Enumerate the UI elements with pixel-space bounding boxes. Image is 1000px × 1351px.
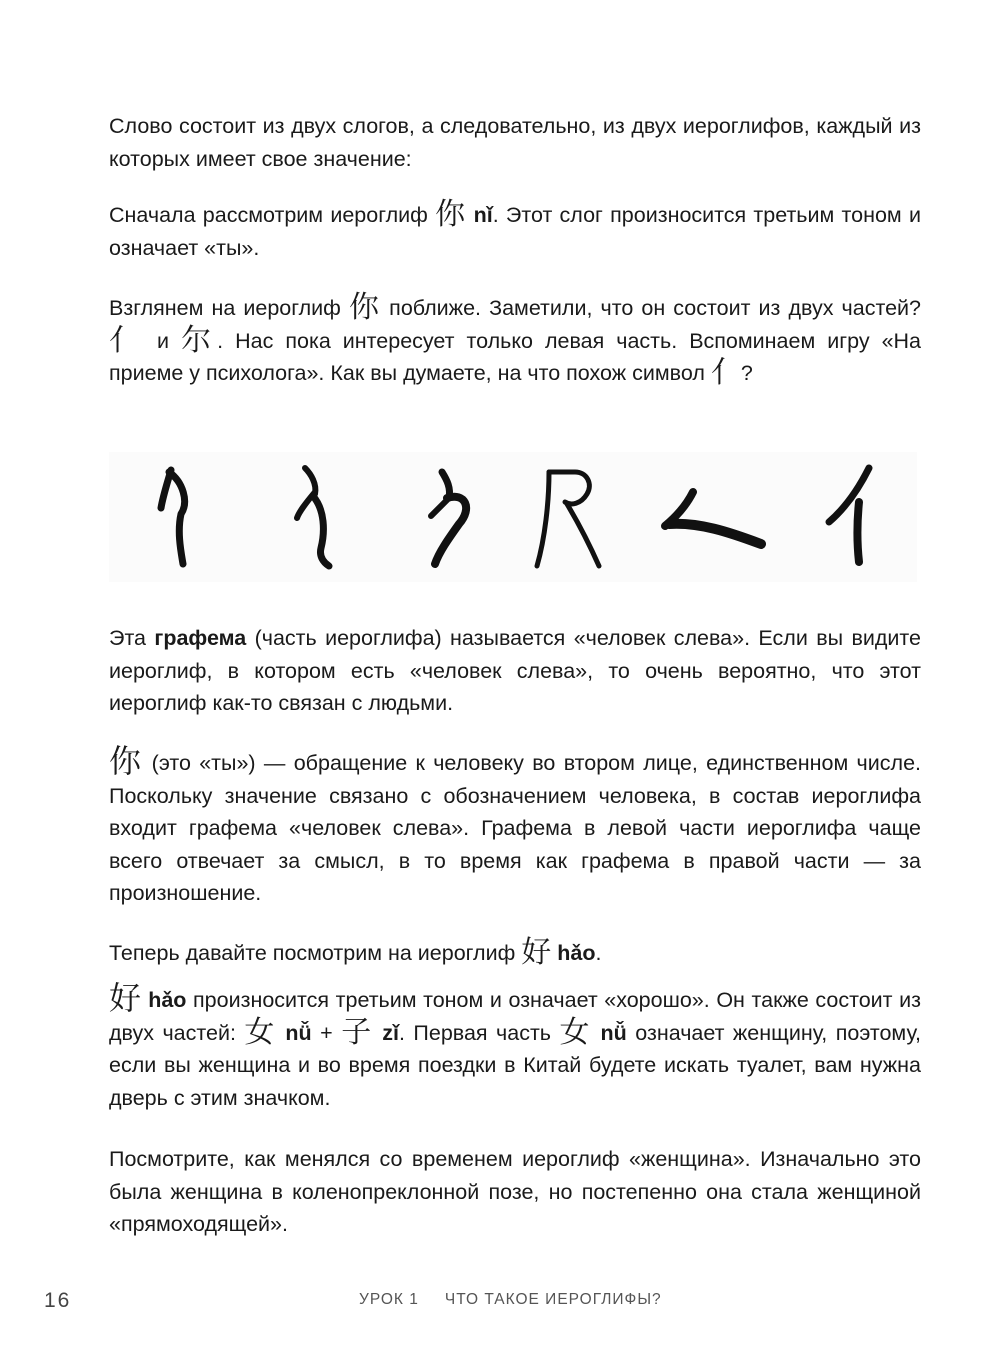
hao-text-3: означает женщину, поэтому, если вы женщина и во время поездки в Китай будете искать туалет, вам нужна дверь с этим значком. xyxy=(109,1020,922,1110)
grapheme-term: графема xyxy=(154,626,247,650)
grapheme-text-2: (часть иероглифа) называется «человек слева». Если вы видите иероглиф, в котором есть «человек слева», то очень вероятно, что этот иероглиф как-то связан с людьми. xyxy=(109,626,921,715)
radical-er: 尔 xyxy=(181,322,218,358)
footer-lesson: УРОК 1 xyxy=(359,1291,419,1308)
pinyin-hao-2: hǎo xyxy=(148,988,187,1012)
closer-look-end: ? xyxy=(740,361,753,385)
paragraph-ni-meaning xyxy=(109,742,921,910)
hanzi-nu: 女 xyxy=(244,1014,277,1050)
hanzi-nu-2: 女 xyxy=(559,1014,593,1050)
paragraph-ni xyxy=(109,199,921,264)
paragraph-grapheme xyxy=(109,622,921,720)
paragraph-ni-text-2: . Этот слог произносится третьим тоном и означает «ты». xyxy=(109,203,921,260)
hao-text-2: . Первая часть xyxy=(398,1020,560,1045)
hao-intro-text: Теперь давайте посмотрим на иероглиф xyxy=(109,941,522,965)
radical-person-left: 亻 xyxy=(109,322,146,358)
person-character-evolution-figure xyxy=(109,452,917,582)
paragraph-intro-text: Слово состоит из двух слогов, а следовательно, из двух иероглифов, каждый из которых имеет свое значение: xyxy=(109,114,921,171)
hanzi-zi: 子 xyxy=(341,1014,374,1050)
paragraph-ni-text: Сначала рассмотрим иероглиф xyxy=(109,203,436,227)
hanzi-ni-2: 你 xyxy=(348,290,382,325)
paragraph-woman-evolution xyxy=(109,1143,921,1241)
hanzi-hao: 好 xyxy=(521,935,552,970)
closer-look-text-1: Взглянем на иероглиф xyxy=(109,296,349,320)
hanzi-ni-3: 你 xyxy=(109,742,144,780)
closer-look-text-3: . Нас пока интересует только левая часть. Вспоминаем игру «На приеме у психолога». Как вы думаете, на что похож символ xyxy=(109,328,922,385)
radical-person-left-2: 亻 xyxy=(710,355,741,390)
woman-evolution-text: Посмотрите, как менялся со временем иероглиф «женщина». Изначально это была женщина в коленопреклонной позе, но постепенно она стала женщиной «прямоходящей». xyxy=(109,1147,921,1236)
pinyin-zi: zǐ xyxy=(382,1020,399,1045)
paragraph-intro xyxy=(109,110,921,175)
ni-meaning-text: (это «ты») — обращение к человеку во втором лице, единственном числе. Поскольку значение связано с обозначением человека, в состав иероглифа входит графема «человек слева». Графема в левой части иероглифа чаще всего отвечает за смысл, в то время как графема в правой части — за произношение. xyxy=(109,751,921,905)
closer-look-and: и xyxy=(145,328,182,353)
paragraph-hao-intro xyxy=(109,937,921,970)
pinyin-nu-2: nǚ xyxy=(600,1020,627,1045)
footer-title: ЧТО ТАКОЕ ИЕРОГЛИФЫ? xyxy=(444,1291,662,1308)
paragraph-hao xyxy=(109,979,922,1114)
pinyin-hao: hǎo xyxy=(557,941,596,965)
plus-sign: + xyxy=(311,1020,342,1045)
hao-intro-end: . xyxy=(595,941,602,965)
hanzi-ni: 你 xyxy=(435,197,467,232)
closer-look-text-2: поближе. Заметили, что он состоит из двух частей? xyxy=(381,296,921,320)
hao-text-1: произносится третьим тоном и означает «хорошо». Он также состоит из двух частей: xyxy=(109,988,921,1045)
paragraph-closer-look xyxy=(109,292,921,390)
page-number: 16 xyxy=(44,1289,72,1312)
grapheme-text-1: Эта xyxy=(109,626,155,650)
pinyin-ni: nǐ xyxy=(473,203,493,227)
running-footer xyxy=(359,1291,688,1309)
hanzi-hao-2: 好 xyxy=(109,979,142,1017)
pinyin-nu: nǚ xyxy=(285,1020,312,1045)
